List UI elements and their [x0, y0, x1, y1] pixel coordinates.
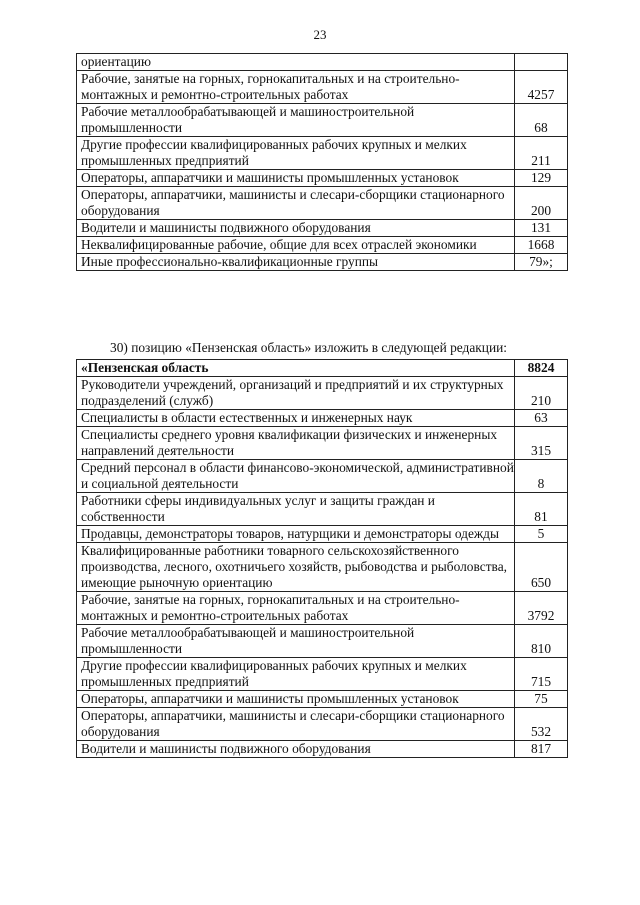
table-row — [77, 427, 568, 460]
table-row — [77, 237, 568, 254]
row-value: 129 — [515, 170, 568, 187]
table-penza-body — [77, 360, 568, 758]
row-label: Другие профессии квалифицированных рабочих крупных и мелких промышленных предприятий — [77, 658, 515, 691]
row-value: 650 — [515, 543, 568, 592]
penza-region-table — [76, 359, 568, 758]
row-label: Иные профессионально-квалификационные группы — [77, 254, 515, 271]
row-value: 79»; — [515, 254, 568, 271]
row-label: Операторы, аппаратчики, машинисты и слесари-сборщики стационарного оборудования — [77, 187, 515, 220]
row-label: Руководители учреждений, организаций и предприятий и их структурных подразделений (служб) — [77, 377, 515, 410]
table-row — [77, 220, 568, 237]
row-value: 810 — [515, 625, 568, 658]
row-value: 81 — [515, 493, 568, 526]
row-label: Неквалифицированные рабочие, общие для всех отраслей экономики — [77, 237, 515, 254]
row-value: 131 — [515, 220, 568, 237]
row-label: Водители и машинисты подвижного оборудования — [77, 741, 515, 758]
table-row — [77, 493, 568, 526]
row-value: 5 — [515, 526, 568, 543]
table-row — [77, 187, 568, 220]
row-label: Работники сферы индивидуальных услуг и защиты граждан и собственности — [77, 493, 515, 526]
table-row — [77, 377, 568, 410]
table-row — [77, 54, 568, 71]
amendment-paragraph: 30) позицию «Пензенская область» изложить в следующей редакции: — [110, 340, 508, 355]
row-label: ориентацию — [77, 54, 515, 71]
table-row — [77, 625, 568, 658]
row-value: 4257 — [515, 71, 568, 104]
row-value: 1668 — [515, 237, 568, 254]
table-header-row — [77, 360, 568, 377]
occupation-table-continued — [76, 53, 568, 271]
row-value — [515, 54, 568, 71]
row-label: Рабочие металлообрабатывающей и машиностроительной промышленности — [77, 104, 515, 137]
row-label: Средний персонал в области финансово-экономической, административной и социальной деятельности — [77, 460, 515, 493]
row-value: 63 — [515, 410, 568, 427]
row-label: Специалисты в области естественных и инженерных наук — [77, 410, 515, 427]
table-row — [77, 592, 568, 625]
row-label: Рабочие металлообрабатывающей и машиностроительной промышленности — [77, 625, 515, 658]
table-top-body — [77, 54, 568, 271]
table-row — [77, 254, 568, 271]
table-row — [77, 137, 568, 170]
row-value: 210 — [515, 377, 568, 410]
table-row — [77, 460, 568, 493]
row-label: Другие профессии квалифицированных рабочих крупных и мелких промышленных предприятий — [77, 137, 515, 170]
row-value: 75 — [515, 691, 568, 708]
row-value: 715 — [515, 658, 568, 691]
table-row — [77, 543, 568, 592]
row-value: 817 — [515, 741, 568, 758]
row-value: 68 — [515, 104, 568, 137]
row-label: Квалифицированные работники товарного сельскохозяйственного производства, лесного, охотничьего хозяйств, рыбоводства и рыболовства, имеющие рыночную ориентацию — [77, 543, 515, 592]
row-value: 315 — [515, 427, 568, 460]
row-label: Операторы, аппаратчики и машинисты промышленных установок — [77, 170, 515, 187]
table-row — [77, 691, 568, 708]
table-row — [77, 708, 568, 741]
row-label: Водители и машинисты подвижного оборудования — [77, 220, 515, 237]
row-value: 8 — [515, 460, 568, 493]
table-row — [77, 526, 568, 543]
page-number: 23 — [313, 27, 327, 42]
row-label: Продавцы, демонстраторы товаров, натурщики и демонстраторы одежды — [77, 526, 515, 543]
table-row — [77, 104, 568, 137]
table-row — [77, 170, 568, 187]
region-name: «Пензенская область — [77, 360, 515, 377]
table-row — [77, 71, 568, 104]
row-value: 3792 — [515, 592, 568, 625]
row-label: Рабочие, занятые на горных, горнокапитальных и на строительно-монтажных и ремонтно-строительных работах — [77, 71, 515, 104]
table-row — [77, 410, 568, 427]
table-row — [77, 741, 568, 758]
table-row — [77, 658, 568, 691]
region-total: 8824 — [515, 360, 568, 377]
row-label: Операторы, аппаратчики, машинисты и слесари-сборщики стационарного оборудования — [77, 708, 515, 741]
row-label: Операторы, аппаратчики и машинисты промышленных установок — [77, 691, 515, 708]
row-value: 200 — [515, 187, 568, 220]
row-label: Рабочие, занятые на горных, горнокапитальных и на строительно-монтажных и ремонтно-строительных работах — [77, 592, 515, 625]
row-label: Специалисты среднего уровня квалификации физических и инженерных направлений деятельности — [77, 427, 515, 460]
row-value: 211 — [515, 137, 568, 170]
row-value: 532 — [515, 708, 568, 741]
